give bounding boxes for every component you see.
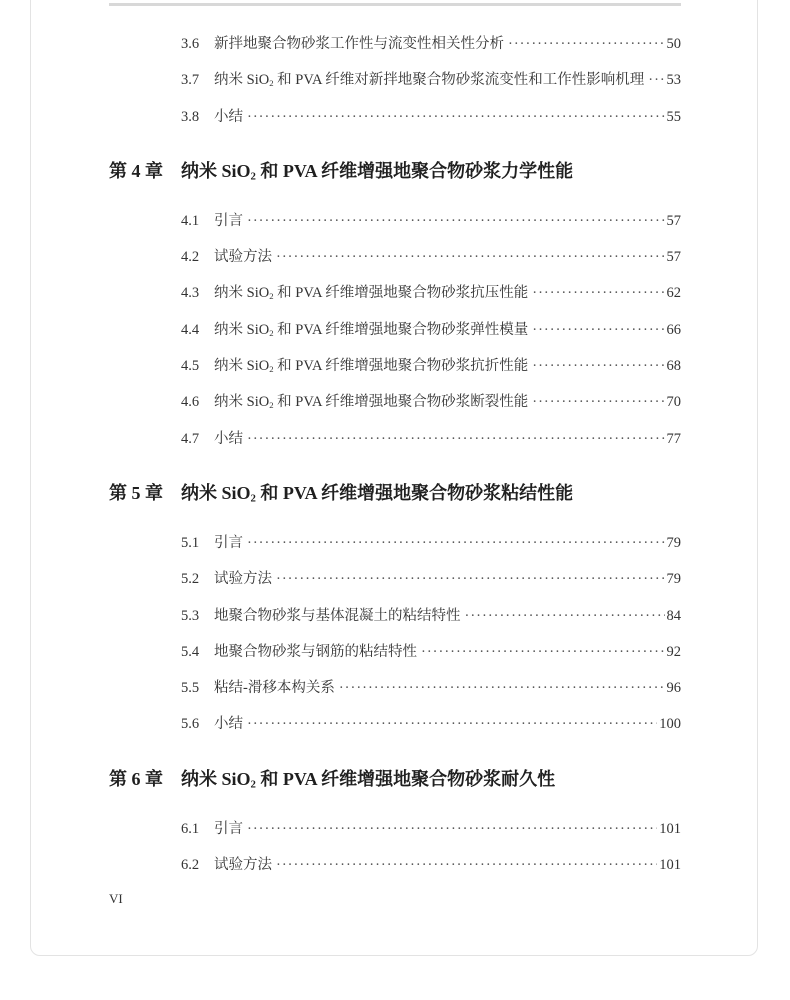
toc-entry-page: 68 <box>666 358 681 375</box>
toc-entry-title: 粘结-滑移本构关系 <box>214 680 335 697</box>
toc-entry-number: 4.3 <box>181 285 200 302</box>
leader-dots <box>532 312 664 348</box>
toc-entry-title: 纳米 SiO$_2$ 和 PVA 纤维增强地聚合物砂浆抗压性能 <box>214 285 529 302</box>
toc-entry-title: 引言 <box>214 534 243 551</box>
toc-entry-title: 小结 <box>214 108 243 125</box>
toc-entry-page: 84 <box>666 607 681 624</box>
toc-entry-3-6[interactable] <box>109 26 681 62</box>
toc-entry-3-7[interactable] <box>109 62 681 98</box>
toc-entry-5-1[interactable] <box>109 525 681 561</box>
leader-dots <box>276 239 665 275</box>
leader-dots <box>247 421 665 457</box>
toc-entry-title: 新拌地聚合物砂浆工作性与流变性相关性分析 <box>214 36 504 52</box>
leader-dots <box>276 561 665 597</box>
toc-entry-5-2[interactable] <box>109 561 681 597</box>
chapter-heading[interactable] <box>109 761 681 795</box>
leader-dots <box>465 598 665 634</box>
toc-entry-title: 地聚合物砂浆与钢筋的粘结特性 <box>214 643 417 660</box>
leader-dots <box>532 384 664 420</box>
toc-entry-number: 4.7 <box>181 430 200 447</box>
toc-entry-page: 57 <box>666 212 681 229</box>
toc-entry-number: 5.4 <box>181 643 200 660</box>
chapter-title: 纳米 SiO$_2$ 和 PVA 纤维增强地聚合物砂浆力学性能 <box>181 160 574 183</box>
toc-entry-title: 纳米 SiO$_2$ 和 PVA 纤维对新拌地聚合物砂浆流变性和工作性影响机理 <box>214 72 645 89</box>
toc-entry-5-4[interactable] <box>109 634 681 670</box>
toc-entry-number: 5.6 <box>181 716 200 733</box>
toc-entry-4-6[interactable] <box>109 384 681 420</box>
toc-entry-number: 4.4 <box>181 321 200 338</box>
leader-dots <box>532 275 664 311</box>
toc-entry-title: 试验方法 <box>214 249 272 266</box>
toc-entry-6-2[interactable] <box>109 847 681 883</box>
chapter-number: 第 5 章 <box>109 482 163 503</box>
toc-entry-number: 5.2 <box>181 571 200 588</box>
chapter-heading[interactable] <box>109 153 681 187</box>
toc-entry-6-1[interactable] <box>109 811 681 847</box>
toc-entry-title: 引言 <box>214 212 243 229</box>
toc-entry-page: 100 <box>659 716 681 733</box>
chapter-number: 第 4 章 <box>109 160 163 181</box>
toc-entry-3-8[interactable] <box>109 99 681 135</box>
chapter-title: 纳米 SiO$_2$ 和 PVA 纤维增强地聚合物砂浆粘结性能 <box>181 482 574 505</box>
toc-entry-number: 3.6 <box>181 36 200 52</box>
chapter-5 <box>109 475 681 743</box>
leader-dots <box>247 811 657 847</box>
leader-dots <box>247 203 665 239</box>
toc-entry-4-7[interactable] <box>109 421 681 457</box>
toc-entry-title: 地聚合物砂浆与基体混凝土的粘结特性 <box>214 607 461 624</box>
toc-entry-number: 6.1 <box>181 820 200 837</box>
toc-entry-5-3[interactable] <box>109 598 681 634</box>
toc-entry-number: 6.2 <box>181 857 200 874</box>
toc-entry-4-4[interactable] <box>109 312 681 348</box>
chapter-6 <box>109 761 681 884</box>
chapter-number: 第 6 章 <box>109 768 163 789</box>
toc-entry-number: 3.8 <box>181 108 200 125</box>
toc-entry-page: 79 <box>666 571 681 588</box>
toc-entry-page: 62 <box>666 285 681 302</box>
toc-entry-4-5[interactable] <box>109 348 681 384</box>
toc-entry-number: 5.5 <box>181 680 200 697</box>
table-of-contents <box>109 26 681 883</box>
toc-entry-page: 101 <box>659 820 681 837</box>
toc-entry-number: 4.1 <box>181 212 200 229</box>
toc-entry-page: 57 <box>666 249 681 266</box>
toc-entry-title: 试验方法 <box>214 857 272 874</box>
chapter-title: 纳米 SiO$_2$ 和 PVA 纤维增强地聚合物砂浆耐久性 <box>181 768 556 791</box>
leader-dots <box>247 99 665 135</box>
toc-entry-title: 引言 <box>214 820 243 837</box>
toc-entry-page: 101 <box>659 857 681 874</box>
toc-entry-page: 77 <box>666 430 681 447</box>
toc-entry-number: 5.3 <box>181 607 200 624</box>
toc-entry-4-3[interactable] <box>109 275 681 311</box>
toc-entry-page: 66 <box>666 321 681 338</box>
chapter-3-continued <box>109 26 681 135</box>
chapter-heading[interactable] <box>109 475 681 509</box>
toc-entry-number: 4.6 <box>181 394 200 411</box>
toc-entry-page: 50 <box>666 36 681 52</box>
toc-entry-5-5[interactable] <box>109 670 681 706</box>
toc-entry-4-2[interactable] <box>109 239 681 275</box>
toc-entry-title: 小结 <box>214 716 243 733</box>
toc-entry-number: 4.5 <box>181 358 200 375</box>
leader-dots <box>421 634 665 670</box>
leader-dots <box>532 348 664 384</box>
leader-dots <box>247 525 665 561</box>
toc-entry-number: 3.7 <box>181 72 200 89</box>
leader-dots <box>648 62 664 98</box>
chapter-4 <box>109 153 681 457</box>
leader-dots <box>339 670 665 706</box>
toc-entry-title: 纳米 SiO$_2$ 和 PVA 纤维增强地聚合物砂浆抗折性能 <box>214 358 529 375</box>
toc-entry-4-1[interactable] <box>109 203 681 239</box>
toc-entry-number: 4.2 <box>181 249 200 266</box>
toc-entry-page: 92 <box>666 643 681 660</box>
toc-entry-page: 55 <box>666 108 681 125</box>
toc-entry-5-6[interactable] <box>109 706 681 742</box>
toc-entry-title: 试验方法 <box>214 571 272 588</box>
toc-entry-page: 79 <box>666 534 681 551</box>
toc-entry-title: 纳米 SiO$_2$ 和 PVA 纤维增强地聚合物砂浆弹性模量 <box>214 321 529 338</box>
leader-dots <box>276 847 657 883</box>
toc-entry-page: 70 <box>666 394 681 411</box>
toc-entry-page: 96 <box>666 680 681 697</box>
toc-entry-title: 纳米 SiO$_2$ 和 PVA 纤维增强地聚合物砂浆断裂性能 <box>214 394 529 411</box>
toc-entry-number: 5.1 <box>181 534 200 551</box>
toc-entry-title: 小结 <box>214 430 243 447</box>
leader-dots <box>508 26 665 62</box>
leader-dots <box>247 706 657 742</box>
top-rule-divider <box>109 3 681 6</box>
page-number-footer: VI <box>109 891 123 906</box>
toc-entry-page: 53 <box>666 72 681 89</box>
